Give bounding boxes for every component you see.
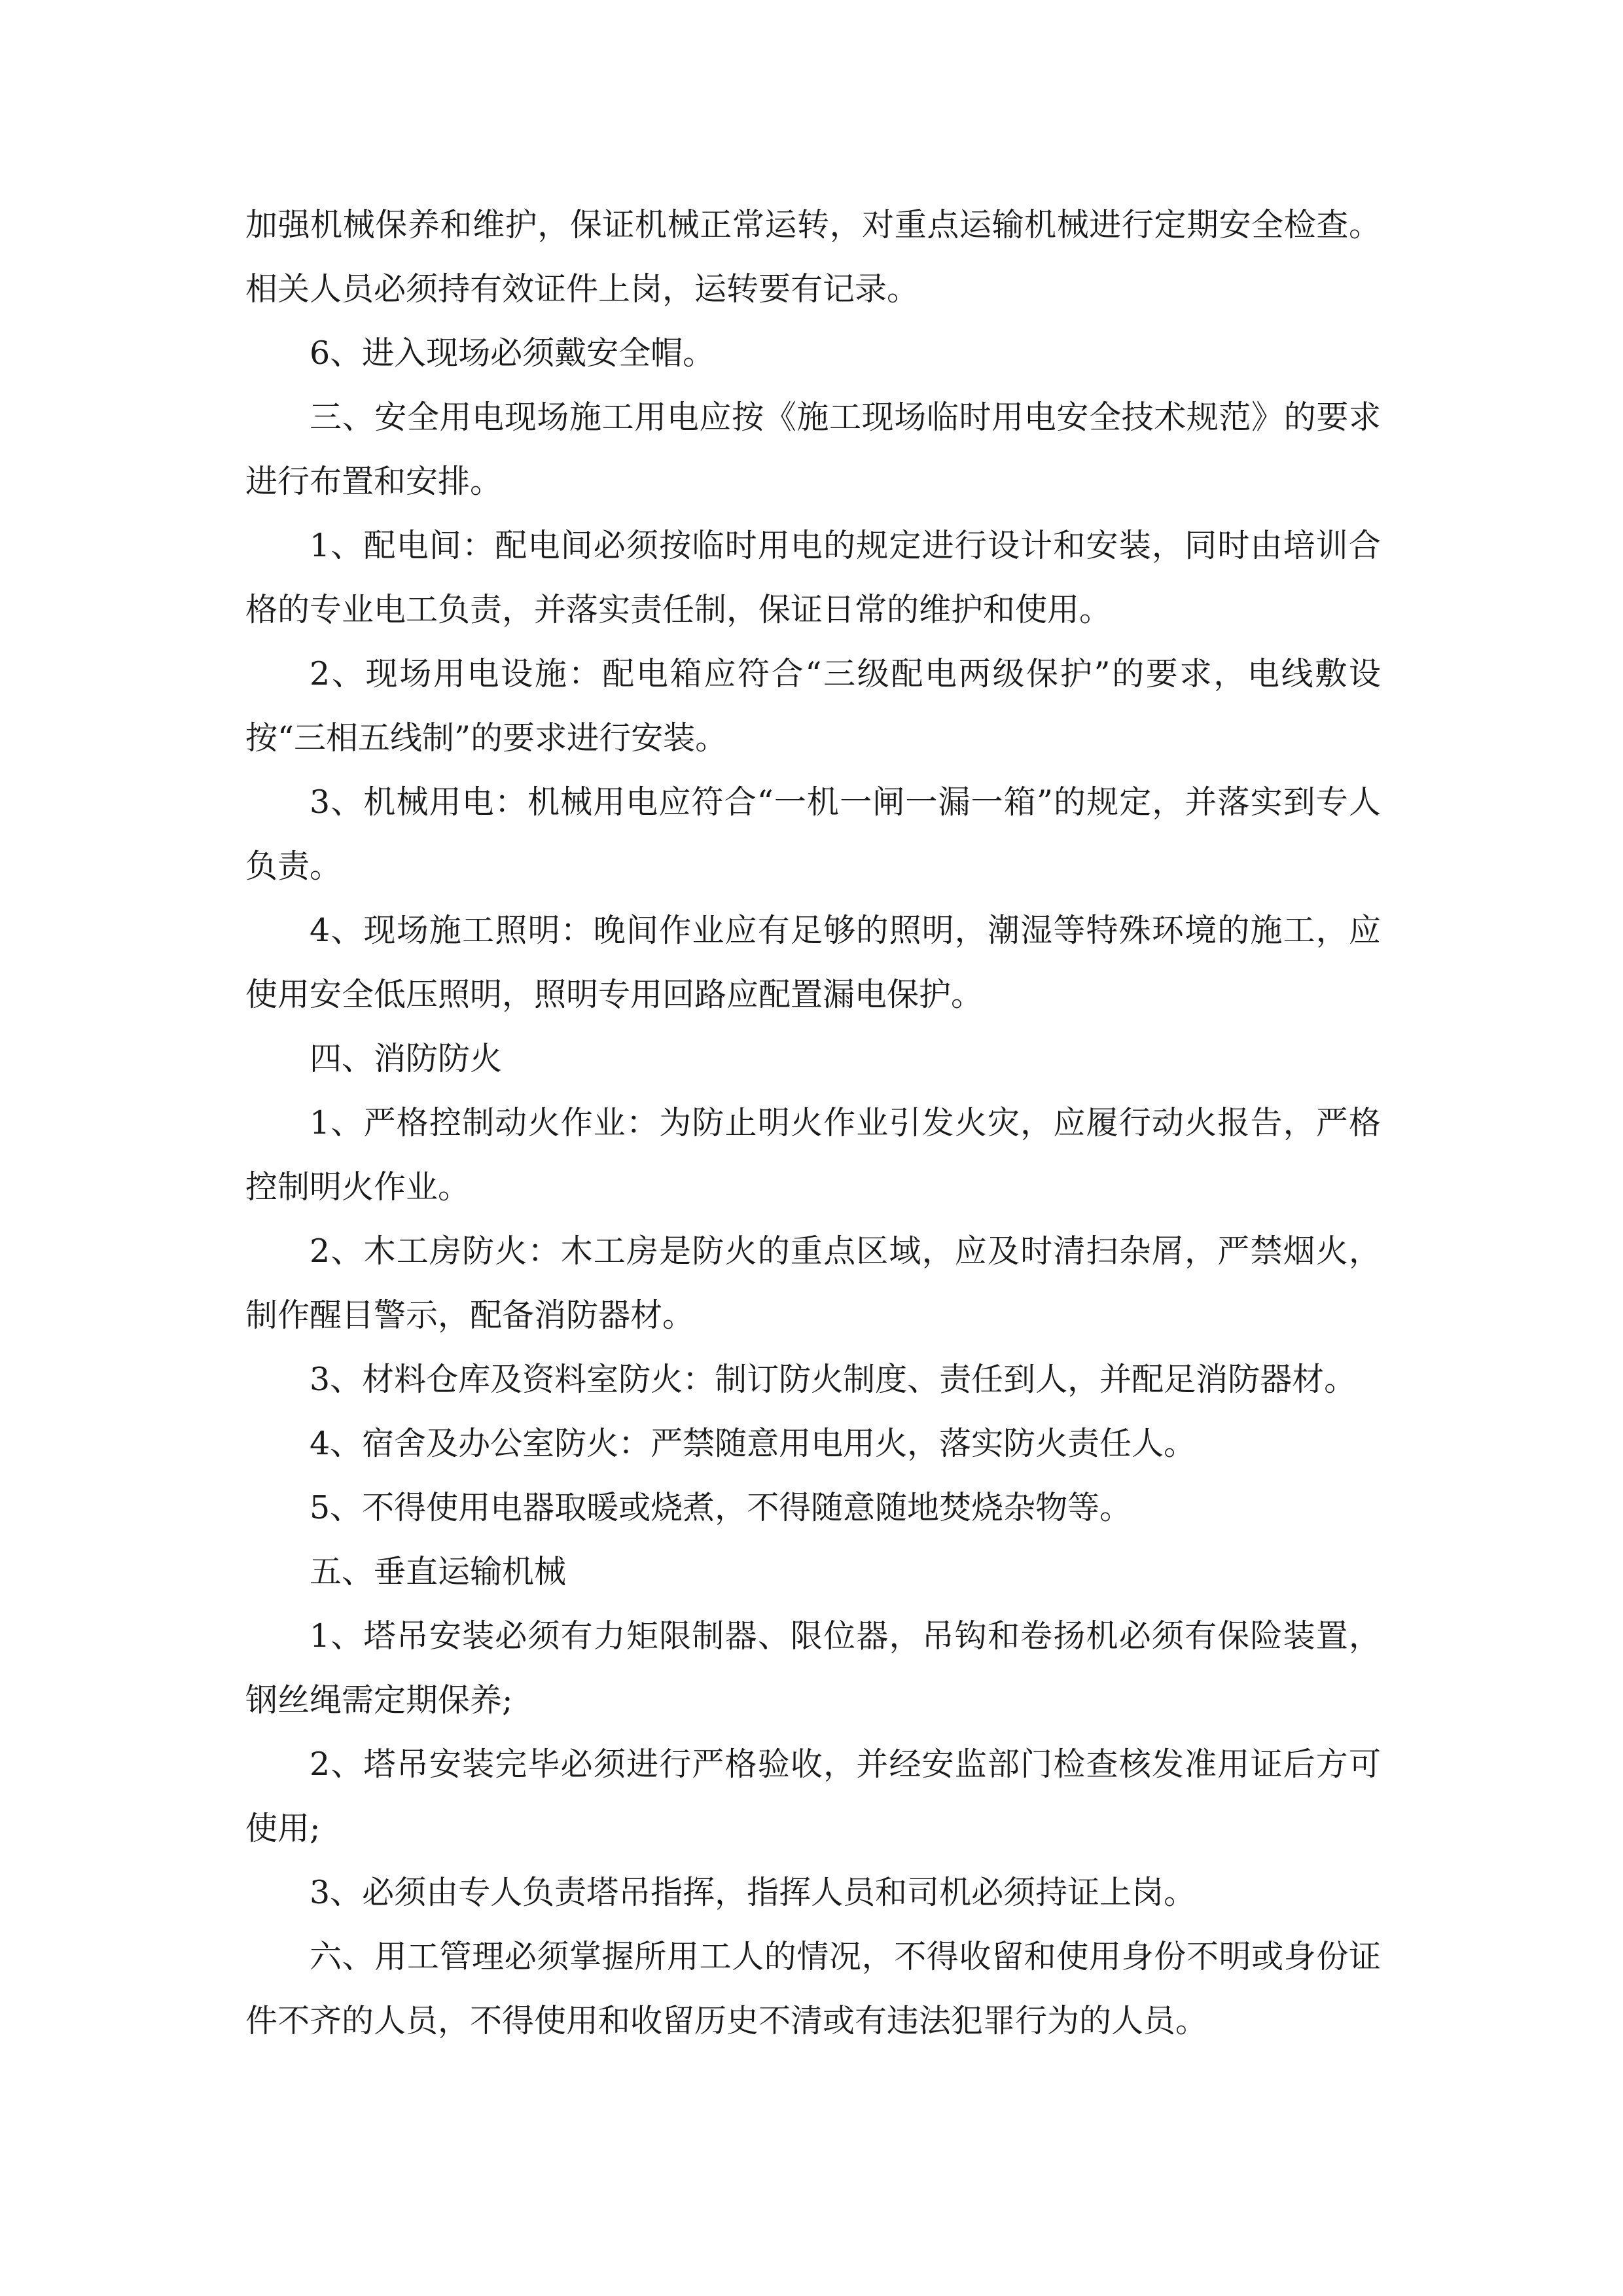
paragraph-site-power-facilities: 2、现场用电设施：配电箱应符合“三级配电两级保护”的要求，电线敷设按“三相五线制”的要求进行安装。 — [245, 655, 1381, 757]
paragraph-distribution-room: 1、配电间：配电间必须按临时用电的规定进行设计和安装，同时由培训合格的专业电工负责，并落实责任制，保证日常的维护和使用。 — [245, 527, 1381, 628]
paragraph-hot-work-control: 1、严格控制动火作业：为防止明火作业引发火灾，应履行动火报告，严格控制明火作业。 — [245, 1104, 1381, 1206]
paragraph-warehouse-fire: 3、材料仓库及资料室防火：制订防火制度、责任到人，并配足消防器材。 — [310, 1361, 1357, 1398]
paragraph-tower-crane-command: 3、必须由专人负责塔吊指挥，指挥人员和司机必须持证上岗。 — [310, 1874, 1196, 1911]
paragraph-section-6-labor: 六、用工管理必须掌握所用工人的情况，不得收留和使用身份不明或身份证件不齐的人员，不得使用和收留历史不清或有违法犯罪行为的人员。 — [245, 1938, 1381, 2039]
paragraph-tower-crane-install: 1、塔吊安装必须有力矩限制器、限位器，吊钩和卷扬机必须有保险装置，钢丝绳需定期保养; — [245, 1617, 1381, 1719]
heading-section-5-vertical-transport: 五、垂直运输机械 — [310, 1553, 567, 1590]
paragraph-machine-power: 3、机械用电：机械用电应符合“一机一闸一漏一箱”的规定，并落实到专人负责。 — [245, 783, 1381, 885]
paragraph-no-heating-appliances: 5、不得使用电器取暖或烧煮，不得随意随地焚烧杂物等。 — [310, 1489, 1132, 1526]
paragraph-machine-maintenance: 加强机械保养和维护，保证机械正常运转，对重点运输机械进行定期安全检查。相关人员必须持有效证件上岗，运转要有记录。 — [245, 206, 1381, 308]
paragraph-section-3-electricity: 三、安全用电现场施工用电应按《施工现场临时用电安全技术规范》的要求进行布置和安排。 — [245, 399, 1381, 500]
paragraph-safety-helmet: 6、进入现场必须戴安全帽。 — [310, 334, 715, 372]
document-body — [245, 193, 1381, 2053]
paragraph-carpentry-fire: 2、木工房防火：木工房是防火的重点区域，应及时清扫杂屑，严禁烟火，制作醒目警示，配备消防器材。 — [245, 1232, 1381, 1334]
heading-section-4-fire: 四、消防防火 — [310, 1040, 503, 1077]
paragraph-dormitory-fire: 4、宿舍及办公室防火：严禁随意用电用火，落实防火责任人。 — [310, 1425, 1196, 1462]
paragraph-tower-crane-acceptance: 2、塔吊安装完毕必须进行严格验收，并经安监部门检查核发准用证后方可使用; — [245, 1746, 1381, 1847]
paragraph-site-lighting: 4、现场施工照明：晚间作业应有足够的照明，潮湿等特殊环境的施工，应使用安全低压照明，照明专用回路应配置漏电保护。 — [245, 912, 1381, 1013]
